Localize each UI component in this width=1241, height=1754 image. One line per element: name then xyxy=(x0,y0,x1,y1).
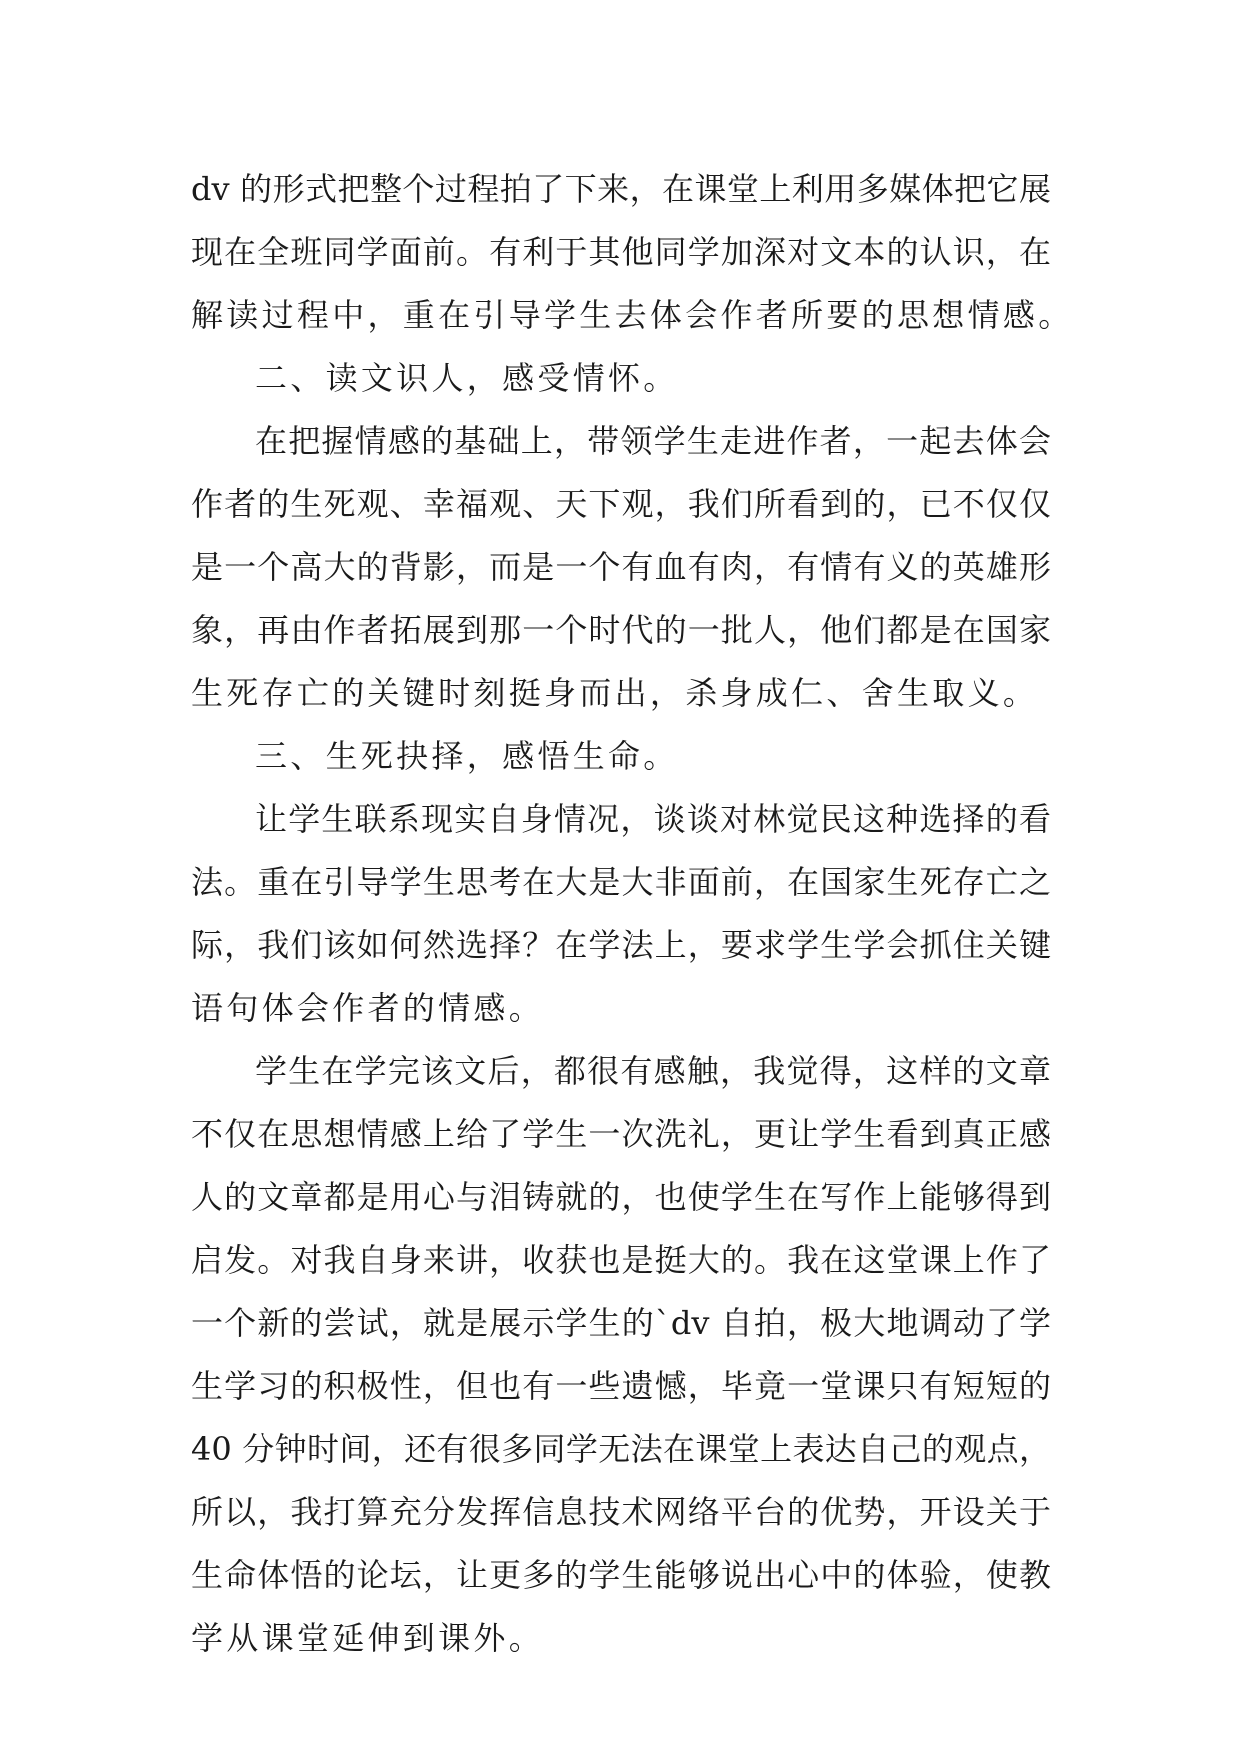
text-line: 让学生联系现实自身情况，谈谈对林觉民这种选择的看 xyxy=(255,800,1051,838)
section-heading: 三、生死抉择，感悟生命。 xyxy=(255,737,679,775)
text-line: 40 分钟时间，还有很多同学无法在课堂上表达自己的观点， xyxy=(191,1430,1051,1468)
text-line: 生死存亡的关键时刻挺身而出，杀身成仁、舍生取义。 xyxy=(191,674,1039,712)
text-line: 所以，我打算充分发挥信息技术网络平台的优势，开设关于 xyxy=(191,1493,1051,1531)
text-line: 启发。对我自身来讲，收获也是挺大的。我在这堂课上作了 xyxy=(191,1241,1051,1279)
text-line: 解读过程中，重在引导学生去体会作者所要的思想情感。 xyxy=(191,296,1074,334)
section-heading: 二、读文识人，感受情怀。 xyxy=(255,359,679,397)
text-line: 际，我们该如何然选择？在学法上，要求学生学会抓住关键 xyxy=(191,926,1051,964)
text-line: 象，再由作者拓展到那一个时代的一批人，他们都是在国家 xyxy=(191,611,1051,649)
text-line: 学生在学完该文后，都很有感触，我觉得，这样的文章 xyxy=(255,1052,1051,1090)
text-line: 法。重在引导学生思考在大是大非面前，在国家生死存亡之 xyxy=(191,863,1051,901)
text-line: 学从课堂延伸到课外。 xyxy=(191,1619,545,1657)
text-line: 生命体悟的论坛，让更多的学生能够说出心中的体验，使教 xyxy=(191,1556,1051,1594)
text-line: 一个新的尝试，就是展示学生的`dv 自拍，极大地调动了学 xyxy=(191,1304,1051,1342)
text-line: dv 的形式把整个过程拍了下来，在课堂上利用多媒体把它展 xyxy=(191,170,1051,208)
text-line: 语句体会作者的情感。 xyxy=(191,989,545,1027)
text-line: 人的文章都是用心与泪铸就的，也使学生在写作上能够得到 xyxy=(191,1178,1051,1216)
text-line: 现在全班同学面前。有利于其他同学加深对文本的认识，在 xyxy=(191,233,1051,271)
text-line: 生学习的积极性，但也有一些遗憾，毕竟一堂课只有短短的 xyxy=(191,1367,1051,1405)
text-line: 是一个高大的背影，而是一个有血有肉，有情有义的英雄形 xyxy=(191,548,1051,586)
body-text xyxy=(191,158,1074,1670)
text-line: 不仅在思想情感上给了学生一次洗礼，更让学生看到真正感 xyxy=(191,1115,1051,1153)
text-line: 在把握情感的基础上，带领学生走进作者，一起去体会 xyxy=(255,422,1051,460)
text-line: 作者的生死观、幸福观、天下观，我们所看到的，已不仅仅 xyxy=(191,485,1051,523)
